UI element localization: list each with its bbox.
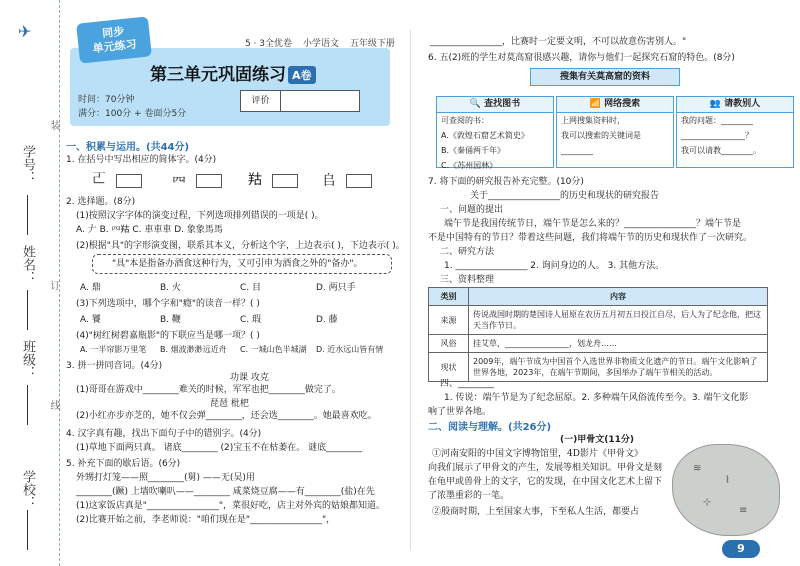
- card-web: [556, 96, 674, 168]
- rocket-icon: ✈: [18, 22, 32, 41]
- answer-box-3[interactable]: [272, 174, 298, 188]
- passage-line-2: 向我们展示了甲骨文的产生，发展等相关知识。甲骨文是刻: [428, 463, 663, 473]
- card-web-line-2: 我可以搜索的关键词是: [561, 131, 641, 140]
- table-cell-content: 传说战国时期的楚国诗人屈原在农历五月初五日投江自尽，后人为了纪念他，把这天当作节日。: [469, 306, 768, 335]
- report-section-2: 二、研究方法: [440, 247, 495, 257]
- card-web-line-1: 上网搜集资料时，: [561, 116, 625, 125]
- card-ask-line-1[interactable]: 我的问题：________: [681, 116, 753, 125]
- question-3-1: (1)哥哥在游戏中________难关的时候，军军也把________做完了。: [76, 385, 341, 395]
- series-name: 5 · 3全优卷: [245, 39, 293, 49]
- question-4: 4. 汉字真有趣，找出下面句子中的错别字。(4分): [66, 429, 262, 439]
- title-badge: A卷: [288, 66, 316, 84]
- score-info: 满分：100分 + 卷面分5分: [78, 109, 187, 119]
- question-2-4-option-c: C. 一城山色半城湖: [240, 345, 307, 354]
- table-header-row: [429, 288, 768, 306]
- question-5-1: (1)这家饭店真是"________________"，菜很好吃，店主对外宾的姑娘都知道。: [76, 501, 386, 511]
- question-2-1: (1)按照汉字字体的演变过程，下列选项排列错误的一项是( )。: [76, 211, 324, 221]
- data-table: [428, 287, 768, 382]
- bind-tick-1: 装: [48, 120, 59, 130]
- question-3: 3. 拼一拼同音词。(4分): [66, 361, 163, 371]
- question-5-line-1: 外甥打灯笼——照________(舅) ——无(吴)用: [76, 473, 255, 483]
- passage-line-5: ②殷商时期，上至国家大事，下至私人生活，都要占: [432, 507, 640, 517]
- answer-box-2[interactable]: [196, 174, 222, 188]
- oracle-glyph-4: 𠂤: [322, 173, 336, 189]
- question-5-2: (2)比赛开始之前，李老师说："咱们现在是"________________"，: [76, 515, 336, 525]
- class-line: [27, 385, 28, 425]
- binding-margin: [0, 0, 60, 566]
- report-conclusion-1: 1. 传说：端午节是为了纪念屈原。2. 多种端午风俗流传至今。3. 端午文化影: [444, 393, 749, 403]
- oracle-glyph-3: 𦍩: [248, 172, 262, 188]
- card-ask: [676, 96, 794, 168]
- question-3-2: (2)小红亦步亦芝的，她不仅会弹________，还会选________。她最喜欢吃。: [76, 411, 377, 421]
- ju-note-text: "具"本是指备办酒食这种行为，又可引申为酒食之外的"备办"。: [112, 259, 363, 269]
- section-2-heading: 二、阅读与理解。(共26分): [428, 422, 552, 433]
- card-books-line-1: 可查阅的书：: [441, 116, 489, 125]
- question-1: 1. 在括号中写出相应的简体字。(4分): [66, 155, 217, 165]
- card-ask-title: 👥 请教别人: [677, 97, 793, 113]
- question-2-2-option-a: A. 鼎: [80, 283, 101, 293]
- table-cell-content: 2009年，端午节成为中国首个入选世界非物质文化遗产的节日。端午文化影响了世界各地，2023年，在端午节期间，多国举办了端午节相关的活动。: [469, 353, 768, 382]
- question-2-2-option-c: C. 目: [240, 283, 262, 293]
- card-books-title: 🔍 查找图书: [437, 97, 553, 113]
- section-1-heading: 一、积累与运用。(共44分): [66, 142, 190, 153]
- bind-tick-2: 订: [48, 280, 59, 290]
- oracle-glyph-1: 𠀀: [92, 171, 106, 187]
- passage-line-4: 了浓墨重彩的一笔。: [428, 491, 510, 501]
- question-2-3-option-a: A. 饕: [80, 315, 101, 325]
- mogao-banner: 搜集有关莫高窟的资料: [530, 68, 680, 86]
- card-books-line-2: A.《敦煌石窟艺术简史》: [441, 131, 529, 140]
- question-2-1-options: A. 𠂇 B. 𦉪𦍩 C. 車車車 D. 象象馬馬: [76, 225, 223, 235]
- card-books-line-4: C.《苏州园林》: [441, 161, 498, 170]
- series-subject: 小学语文: [302, 39, 339, 49]
- evaluation-box[interactable]: [240, 90, 360, 112]
- page-number: 9: [722, 540, 760, 558]
- question-2-4: (4)"树红树碧嘉瓶影"的下联应当是哪一项？( ): [76, 331, 260, 341]
- page-title: [150, 60, 316, 85]
- name-label: 姓名：: [20, 245, 35, 284]
- table-cell-category: 来源: [429, 306, 469, 335]
- question-5: 5. 补充下面的歇后语。(6分): [66, 459, 181, 469]
- name-line: [27, 290, 28, 330]
- report-section-1: 一、问题的提出: [440, 205, 504, 215]
- table-row: [429, 335, 768, 353]
- question-2: 2. 选择题。(8分): [66, 197, 136, 207]
- question-3-words-1: 功课 攻克: [230, 373, 269, 383]
- question-2-2-option-b: B. 火: [160, 283, 181, 293]
- report-methods: 1. ________________ 2. 询问身边的人。 3. 其他方法。: [444, 261, 665, 271]
- question-2-3-option-c: C. 瑕: [240, 315, 262, 325]
- report-text-2: 不是中国特有的节日？带着这些问题，我们将端午节的历史和现状作了一次研究。: [428, 233, 753, 243]
- question-4-1: (1)草地下面两只真。 诸底________ (2)宝玉不在枯萎在。 谜底________: [76, 443, 363, 453]
- table-cell-category: 现状: [429, 353, 469, 382]
- question-2-4-option-a: A. 一半帘影万里笔: [80, 345, 147, 354]
- evaluation-label: 评价: [241, 91, 281, 111]
- oracle-bone-image: ≋ ⌇ ⊹ ≡: [672, 444, 780, 536]
- card-books-line-3: B.《秦俑两千年》: [441, 146, 506, 155]
- card-web-title: 📶 网络搜索: [557, 97, 673, 113]
- question-5-line-2: ________(蹶) 上墙吹喇叭——________ 咸菜烧豆腐——有________(盐)在先: [76, 487, 375, 497]
- report-title: 关于________________的历史和现状的研究报告: [470, 191, 660, 201]
- question-2-4-option-d: D. 近水远山皆有情: [316, 345, 384, 354]
- column-divider: [410, 30, 411, 550]
- carryover-line: ________________，比赛时一定要文明，不可以故意伤害别人。": [430, 37, 687, 47]
- bind-tick-3: 线: [48, 400, 59, 410]
- student-number-label: 学号：: [20, 145, 35, 184]
- title-text: 第三单元巩固练习: [150, 65, 286, 85]
- oracle-glyph-2: 𦉪: [172, 173, 186, 189]
- question-3-words-2: 琵琶 枇杷: [210, 399, 249, 409]
- report-text-1: 端午节是我国传统节日，端午节是怎么来的？________________？端午节是: [444, 219, 742, 229]
- report-conclusion-2: 响了世界各地。: [428, 407, 492, 417]
- student-number-line: [27, 195, 28, 235]
- table-header-category: 类别: [429, 288, 469, 306]
- report-section-3: 三、资料整理: [440, 275, 495, 285]
- card-ask-line-2[interactable]: ________________？: [681, 131, 753, 140]
- question-2-2-option-d: D. 两只手: [316, 283, 356, 293]
- table-row: [429, 306, 768, 335]
- school-label: 学校：: [20, 470, 35, 509]
- question-2-3-option-b: B. 鞭: [160, 315, 181, 325]
- table-header-content: 内容: [469, 288, 768, 306]
- answer-box-1[interactable]: [116, 174, 142, 188]
- people-icon: 👥: [709, 99, 725, 109]
- report-section-4[interactable]: 四、________: [440, 379, 495, 389]
- card-books: [436, 96, 554, 168]
- series-grade: 五年级下册: [349, 39, 395, 49]
- passage-title: (一)甲骨文(11分): [560, 435, 634, 445]
- question-2-3: (3)下列选项中，哪个字和"瘾"的读音一样？( ): [76, 299, 260, 309]
- class-label: 班级：: [20, 340, 35, 379]
- magnifier-icon: 🔍: [469, 99, 485, 109]
- question-6: 6. 五(2)班的学生对莫高窟很感兴趣，请你与他们一起探究石窟的特色。(8分): [428, 53, 735, 63]
- table-cell-content[interactable]: 挂艾草，________________，划龙舟……: [469, 335, 768, 353]
- question-2-3-option-d: D. 藤: [316, 315, 338, 325]
- card-web-line-3[interactable]: ________: [561, 146, 593, 155]
- unit-practice-tag: 同步 单元练习: [76, 16, 152, 63]
- table-cell-category: 风俗: [429, 335, 469, 353]
- question-2-2: (2)根据"具"的字形演变图，联系其本义，分析这个字，上边表示( )，下边表示( )。: [76, 241, 405, 251]
- time-info: 时间：70分钟: [78, 95, 135, 105]
- answer-box-4[interactable]: [346, 174, 372, 188]
- wifi-icon: 📶: [589, 99, 605, 109]
- passage-line-3: 在龟甲或兽骨上的文字，它的发现，在中国文化艺术上留下: [428, 477, 663, 487]
- question-7: 7. 将下面的研究报告补充完整。(10分): [428, 177, 584, 187]
- series-line: [245, 36, 403, 49]
- question-2-4-option-b: B. 烟波渺渺远近舟: [160, 345, 227, 354]
- card-ask-line-3[interactable]: 我可以请教________。: [681, 146, 761, 155]
- passage-line-1: ①河南安阳的中国文字博物馆里，4D影片《甲骨文》: [432, 449, 643, 459]
- school-line: [27, 510, 28, 550]
